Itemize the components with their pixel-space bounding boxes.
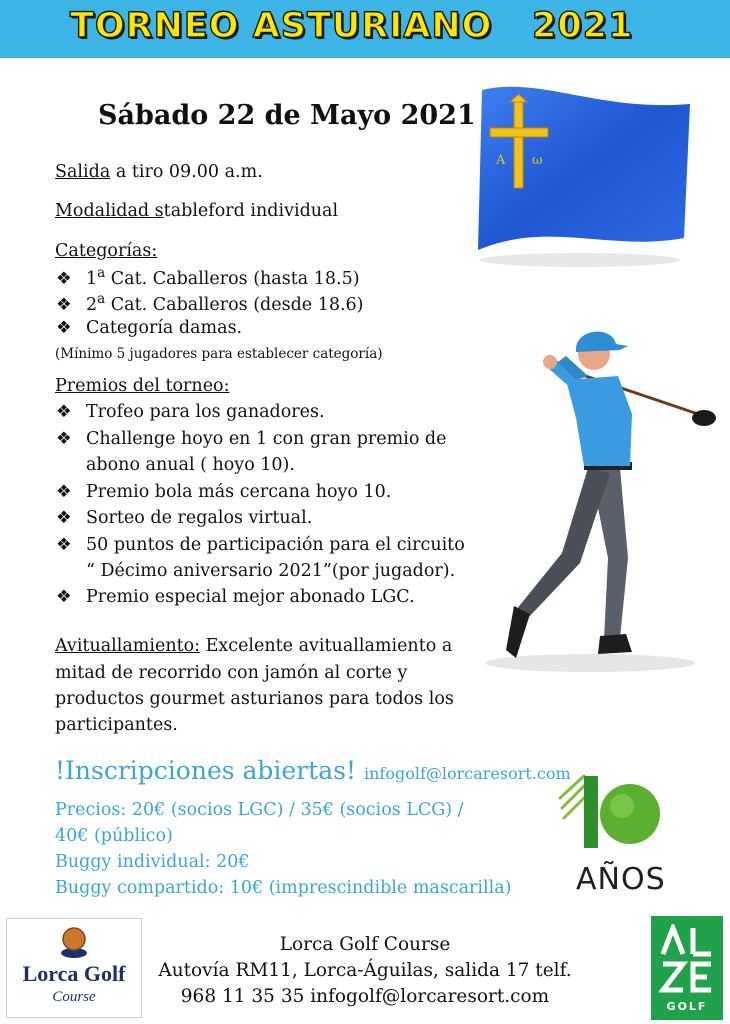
- premio-item: ❖ Challenge hoyo en 1 con gran premio de: [56, 429, 447, 449]
- alze-golf-text: GOLF: [666, 1000, 708, 1013]
- asturias-flag-icon: [470, 82, 692, 270]
- categorias-heading: Categorías:: [55, 241, 158, 261]
- diamond-bullet-icon: ❖: [56, 535, 72, 555]
- event-date: Sábado 22 de Mayo 2021: [98, 100, 476, 131]
- premio-item: ❖ 50 puntos de participación para el circuito: [56, 535, 465, 555]
- lorca-golf-logo: [6, 918, 142, 1018]
- premio-item: ❖ Premio especial mejor abonado LGC.: [56, 587, 415, 607]
- avituallamiento-line: mitad de recorrido con jamón al corte y: [55, 663, 408, 683]
- premio-item: ❖ Sorteo de regalos virtual.: [56, 508, 313, 528]
- diamond-bullet-icon: ❖: [56, 294, 72, 315]
- diamond-bullet-icon: ❖: [56, 429, 72, 449]
- alze-logo-icon: [659, 924, 715, 996]
- modalidad-label: Modalidad s: [55, 201, 164, 221]
- svg-text:ω: ω: [532, 153, 543, 168]
- inscripciones-title: !Inscripciones abiertas!: [55, 756, 357, 785]
- premios-heading: Premios del torneo:: [55, 376, 230, 396]
- salida-value: a tiro 09.00 a.m.: [110, 162, 263, 182]
- inscripciones-email-link[interactable]: infogolf@lorcaresort.com: [363, 764, 571, 783]
- modalidad-value: tableford individual: [163, 201, 339, 221]
- diamond-bullet-icon: ❖: [56, 318, 72, 338]
- avituallamiento-label: Avituallamiento:: [55, 636, 201, 656]
- categoria-item: ❖ 2$^a$ Cat. Caballeros (desde 18.6): [56, 291, 364, 315]
- lorca-golf-logo-sub: Course: [52, 989, 96, 1005]
- premio-item: ❖ Trofeo para los ganadores.: [56, 402, 325, 422]
- ten-years-text: AÑOS: [576, 862, 666, 897]
- precio-line: 40€ (público): [55, 826, 173, 846]
- alze-golf-logo: [651, 916, 723, 1020]
- precio-line: Buggy compartido: 10€ (imprescindible mascarilla): [55, 878, 512, 898]
- diamond-bullet-icon: ❖: [56, 508, 72, 528]
- salida-line: [55, 162, 263, 182]
- golfer-illustration: [470, 318, 720, 678]
- diamond-bullet-icon: ❖: [56, 587, 72, 607]
- premio-item-cont: abono anual ( hoyo 10).: [86, 455, 295, 475]
- premio-item-cont: “ Décimo aniversario 2021”(por jugador).: [86, 561, 456, 581]
- precio-line: Buggy individual: 20€: [55, 852, 250, 872]
- categorias-note: (Mínimo 5 jugadores para establecer categoría): [55, 346, 383, 362]
- modalidad-line: [55, 201, 338, 221]
- categoria-item: ❖ Categoría damas.: [56, 318, 243, 338]
- premio-item: ❖ Premio bola más cercana hoyo 10.: [56, 482, 392, 502]
- diamond-bullet-icon: ❖: [56, 402, 72, 422]
- avituallamiento-line: participantes.: [55, 715, 178, 735]
- diamond-bullet-icon: ❖: [56, 482, 72, 502]
- diamond-bullet-icon: ❖: [56, 268, 72, 289]
- inscripciones-line: [55, 756, 571, 785]
- salida-label: Salida: [55, 162, 111, 182]
- lorca-golf-logo-text: Lorca Golf: [22, 961, 126, 986]
- footer-contact: 968 11 35 35 infogolf@lorcaresort.com: [180, 986, 550, 1007]
- turtle-ball-icon: [59, 923, 89, 959]
- svg-text:A: A: [496, 153, 506, 168]
- page-title: TORNEO ASTURIANO 2021: [70, 6, 634, 46]
- header-banner: [0, 0, 730, 58]
- footer-address: Autovía RM11, Lorca-Águilas, salida 17 telf.: [158, 960, 572, 981]
- categoria-item: ❖ 1$^a$ Cat. Caballeros (hasta 18.5): [56, 265, 360, 289]
- avituallamiento-line: productos gourmet asturianos para todos los: [55, 689, 454, 709]
- ten-years-logo-icon: [556, 768, 666, 864]
- precio-line: Precios: 20€ (socios LGC) / 35€ (socios LCG) /: [55, 800, 464, 820]
- avituallamiento-line: Avituallamiento: Excelente avituallamiento a: [55, 636, 453, 656]
- footer-name: Lorca Golf Course: [279, 934, 451, 955]
